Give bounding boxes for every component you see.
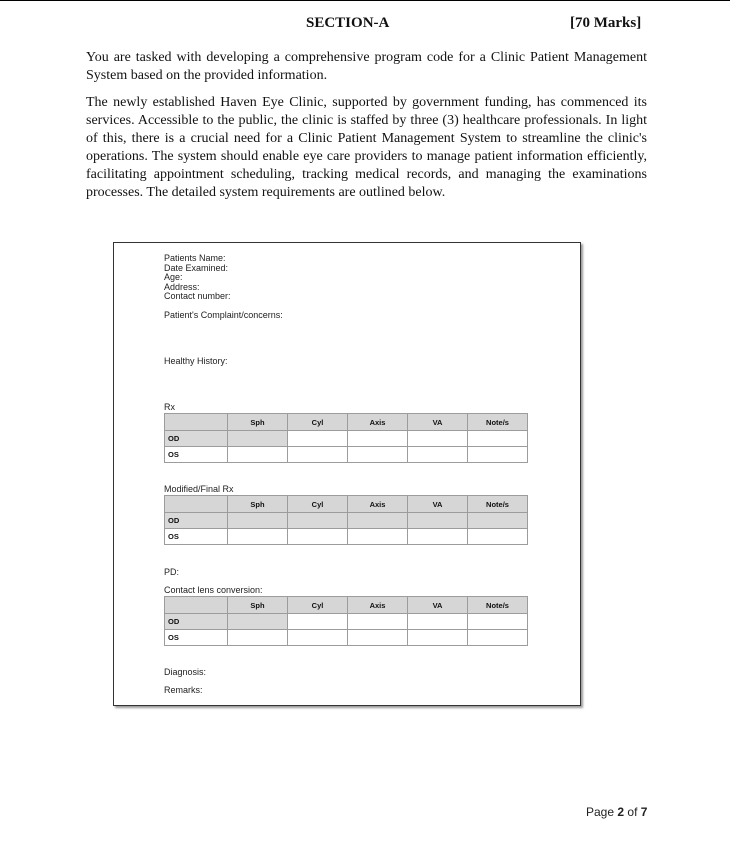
contact-lens-label: Contact lens conversion: xyxy=(164,585,263,595)
page-word: Page xyxy=(586,805,615,819)
mod-col-axis: Axis xyxy=(348,496,408,513)
rx-table xyxy=(164,413,528,463)
total-pages: 7 xyxy=(640,805,648,819)
cl-os-sph xyxy=(228,630,288,646)
marks-label: [70 Marks] xyxy=(570,15,642,31)
rx-os-cyl xyxy=(288,447,348,463)
age-label: Age: xyxy=(164,272,183,282)
mod-row-od: OD xyxy=(165,513,228,529)
cl-os-notes xyxy=(468,630,528,646)
rx-od-axis xyxy=(348,431,408,447)
cl-col-notes: Note/s xyxy=(468,597,528,614)
address-label: Address: xyxy=(164,281,200,292)
mod-row-os: OS xyxy=(165,529,228,545)
modified-rx-table xyxy=(164,495,528,545)
rx-header-blank xyxy=(165,414,228,431)
rx-os-axis xyxy=(348,447,408,463)
complaint-label: Patient's Complaint/concerns: xyxy=(164,310,283,320)
sample-patient-form xyxy=(113,242,581,706)
cl-row-os: OS xyxy=(165,630,228,646)
rx-col-va: VA xyxy=(408,414,468,431)
mod-col-sph: Sph xyxy=(228,496,288,513)
mod-od-sph xyxy=(228,513,288,529)
rx-od-notes xyxy=(468,431,528,447)
cl-col-va: VA xyxy=(408,597,468,614)
top-rule xyxy=(0,0,730,1)
rx-od-sph xyxy=(228,431,288,447)
date-examined-label: Date Examined: xyxy=(164,262,229,273)
cl-os-va xyxy=(408,630,468,646)
pd-label: PD: xyxy=(164,567,180,577)
mod-os-va xyxy=(408,529,468,545)
rx-row-od: OD xyxy=(165,431,228,447)
rx-od-cyl xyxy=(288,431,348,447)
diagnosis-label: Diagnosis: xyxy=(164,667,207,677)
cl-od-sph xyxy=(228,614,288,630)
patient-info-fields xyxy=(164,254,231,302)
contact-number-label: Contact number: xyxy=(164,291,231,301)
rx-col-sph: Sph xyxy=(228,414,288,431)
rx-col-notes: Note/s xyxy=(468,414,528,431)
mod-col-notes: Note/s xyxy=(468,496,528,513)
mod-os-axis xyxy=(348,529,408,545)
cl-od-notes xyxy=(468,614,528,630)
cl-col-cyl: Cyl xyxy=(288,597,348,614)
modified-rx-label: Modified/Final Rx xyxy=(164,484,234,494)
cl-os-cyl xyxy=(288,630,348,646)
cl-os-axis xyxy=(348,630,408,646)
mod-col-va: VA xyxy=(408,496,468,513)
of-word: of xyxy=(627,805,638,819)
cl-od-cyl xyxy=(288,614,348,630)
mod-os-cyl xyxy=(288,529,348,545)
contact-lens-table xyxy=(164,596,528,646)
rx-col-axis: Axis xyxy=(348,414,408,431)
mod-od-axis xyxy=(348,513,408,529)
rx-os-va xyxy=(408,447,468,463)
section-title: SECTION-A xyxy=(306,15,390,31)
cl-col-sph: Sph xyxy=(228,597,288,614)
cl-od-axis xyxy=(348,614,408,630)
mod-od-notes xyxy=(468,513,528,529)
rx-row-os: OS xyxy=(165,447,228,463)
history-label: Healthy History: xyxy=(164,356,228,366)
mod-od-va xyxy=(408,513,468,529)
mod-os-sph xyxy=(228,529,288,545)
current-page: 2 xyxy=(617,805,625,819)
page-footer xyxy=(586,805,647,819)
rx-od-va xyxy=(408,431,468,447)
rx-os-notes xyxy=(468,447,528,463)
rx-label: Rx xyxy=(164,402,175,412)
cl-row-od: OD xyxy=(165,614,228,630)
mod-header-blank xyxy=(165,496,228,513)
rx-col-cyl: Cyl xyxy=(288,414,348,431)
intro-paragraph: You are tasked with developing a comprehensive program code for a Clinic Patient Management System based on the provided information. xyxy=(86,50,647,83)
cl-header-blank xyxy=(165,597,228,614)
patient-name-label: Patients Name: xyxy=(164,253,226,263)
remarks-label: Remarks: xyxy=(164,685,203,695)
rx-os-sph xyxy=(228,447,288,463)
mod-col-cyl: Cyl xyxy=(288,496,348,513)
cl-col-axis: Axis xyxy=(348,597,408,614)
mod-os-notes xyxy=(468,529,528,545)
mod-od-cyl xyxy=(288,513,348,529)
cl-od-va xyxy=(408,614,468,630)
description-paragraph: The newly established Haven Eye Clinic, supported by government funding, has commenced its services. Accessible to the public, the clinic is staffed by three (3) healthcare professionals. In light of this, there is a crucial need for a Clinic Patient Management System to streamline the clinic's operations. The system should enable eye care providers to manage patient information efficiently, facilitating appointment scheduling, tracking medical records, and managing the examinations processes. The detailed system requirements are outlined below. xyxy=(86,95,647,200)
